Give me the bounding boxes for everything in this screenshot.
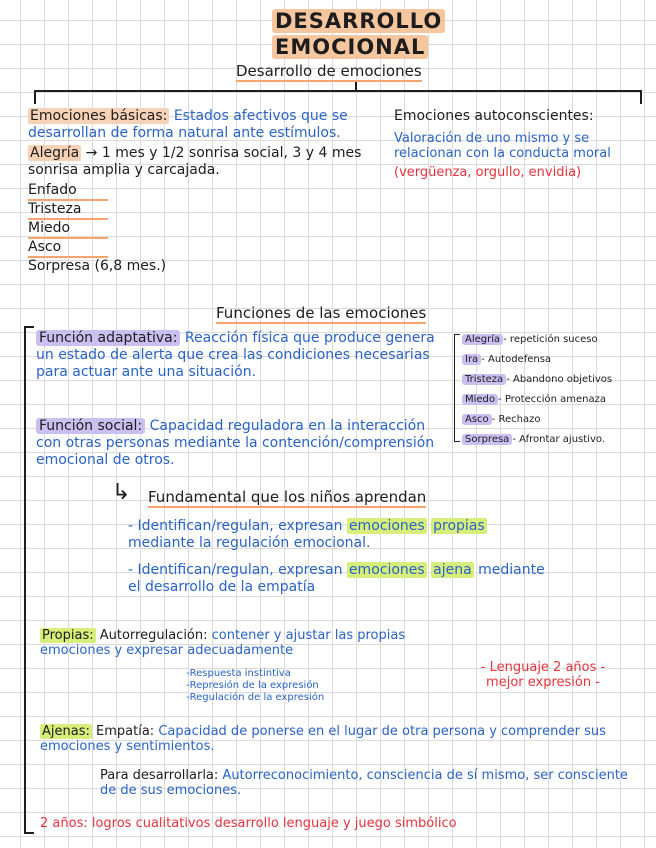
- list-item: Asco: [28, 239, 108, 258]
- selfconscious-desc: Valoración de uno mismo y se relacionan con la conducta moral: [394, 131, 611, 161]
- selfconscious-examples: (vergüenza, orgullo, envidia): [394, 165, 582, 180]
- adaptive-label: Función adaptativa:: [36, 330, 180, 346]
- list-item: Miedo - Protección amenaza: [462, 394, 652, 406]
- develop-desc: Autorreconocimiento, consciencia de sí mismo, ser consciente de de sus emociones.: [100, 768, 628, 798]
- emotion-functions-list: [462, 334, 652, 446]
- basic-emotions-desc: Estados afectivos que se desarrollan de forma natural ante estímulos.: [28, 108, 348, 141]
- ajenas-desc: Capacidad de ponerse en el lugar de otra persona y comprender sus emociones y sentimientos.: [40, 724, 606, 754]
- language-note: - Lenguaje 2 años - mejor expresión -: [480, 660, 606, 690]
- selfconscious-label: Emociones autoconscientes:: [394, 108, 594, 124]
- list-item: Asco - Rechazo: [462, 414, 652, 426]
- point-own-emotions: - Identifican/regulan, expresan emociones propias mediante la regulación emocional.: [128, 518, 485, 551]
- tree-left-drop: [34, 90, 36, 104]
- functions-bracket: [24, 326, 26, 834]
- list-item: Tristeza - Abandono objetivos: [462, 374, 652, 386]
- social-desc: Capacidad reguladora en la interacción con otras personas mediante la contención/comprensión emocional de otros.: [36, 418, 435, 468]
- side-bracket-bottom: [454, 441, 460, 442]
- side-bracket-top: [454, 334, 460, 335]
- own-regulation: [40, 628, 450, 658]
- list-item: Enfado: [28, 182, 108, 201]
- propias-term: Autorregulación:: [99, 628, 208, 643]
- subtitle: Desarrollo de emociones: [236, 62, 422, 80]
- list-item: -Represión de la expresión: [186, 680, 319, 691]
- list-item: -Regulación de la expresión: [186, 692, 325, 703]
- fundamental-heading: Fundamental que los niños aprendan: [148, 488, 427, 506]
- propias-desc: contener y ajustar las propias emociones y expresar adecuadamente: [40, 628, 406, 658]
- title: [272, 8, 442, 60]
- alegria-text: → 1 mes y 1/2 sonrisa social, 3 y 4 mes sonrisa amplia y carcajada.: [28, 145, 362, 178]
- bracket-top: [24, 326, 34, 328]
- title-line-1: DESARROLLO: [272, 8, 442, 34]
- list-item: Tristeza: [28, 201, 108, 220]
- list-item: Miedo: [28, 220, 108, 239]
- list-item: Sorpresa - Afrontar ajustivo.: [462, 434, 652, 446]
- tree-horizontal: [34, 90, 642, 92]
- alegria-label: Alegría: [30, 145, 80, 161]
- tree-right-drop: [640, 90, 642, 104]
- functions-title: Funciones de las emociones: [216, 304, 427, 322]
- basic-emotion-list: [28, 182, 167, 275]
- title-line-2: EMOCIONAL: [272, 34, 442, 60]
- bracket-bottom: [24, 832, 34, 834]
- propias-label: Propias:: [42, 628, 94, 643]
- social-function: [36, 418, 450, 469]
- basic-emotions-definition: [28, 108, 383, 142]
- basic-emotions-label: Emociones básicas:: [30, 108, 168, 124]
- basic-emotions: [28, 108, 383, 275]
- alegria-entry: [28, 145, 383, 179]
- social-label: Función social:: [36, 418, 145, 434]
- arrow-icon: ↳: [112, 480, 131, 505]
- others-empathy: [40, 724, 628, 754]
- ajenas-label: Ajenas:: [42, 724, 90, 739]
- list-item: Alegría - repetición suceso: [462, 334, 652, 346]
- ajenas-term: Empatía:: [96, 724, 155, 739]
- develop-empathy: [100, 768, 640, 798]
- regulation-types: [186, 668, 324, 704]
- list-item: Ira - Autodefensa: [462, 354, 652, 366]
- list-item: -Respuesta instintiva: [186, 668, 291, 679]
- list-item: Sorpresa (6,8 mes.): [28, 258, 167, 274]
- develop-label: Para desarrollarla:: [100, 768, 219, 783]
- footer-note: 2 años: logros cualitativos desarrollo lenguaje y juego simbólico: [40, 816, 457, 831]
- tree-stem: [355, 82, 357, 90]
- selfconscious-emotions: [394, 108, 652, 180]
- point-others-emotions: - Identifican/regulan, expresan emociones ajena mediante el desarrollo de la empatía: [128, 562, 545, 595]
- adaptive-desc: Reacción física que produce genera un estado de alerta que crea las condiciones necesarias para actuar ante una situación.: [36, 330, 435, 380]
- adaptive-function: [36, 330, 448, 381]
- side-bracket: [454, 334, 455, 442]
